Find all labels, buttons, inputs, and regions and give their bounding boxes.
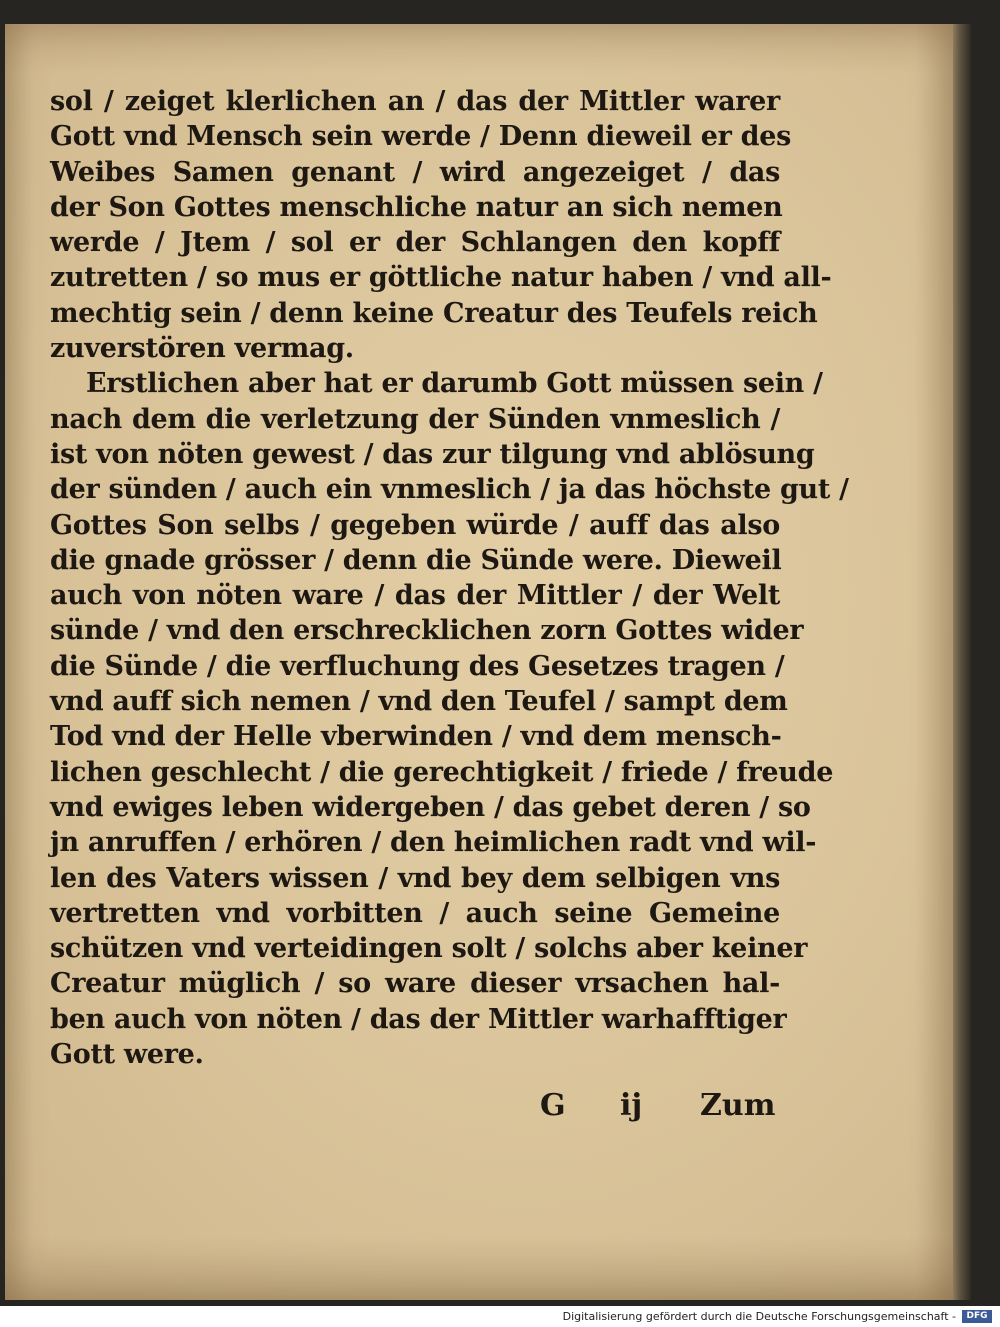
catchword: Zum — [700, 1088, 776, 1123]
text-line: Gott vnd Mensch sein werde / Denn dieweil er des — [50, 121, 791, 153]
dfg-logo-icon[interactable]: DFG — [962, 1310, 992, 1323]
text-line: ben auch von nöten / das der Mittler warhafftiger — [50, 1003, 787, 1035]
text-line: mechtig sein / denn keine Creatur des Teufels reich — [50, 297, 818, 329]
text-line: ist von nöten gewest / das zur tilgung vnd ablösung — [50, 438, 815, 470]
text-line: der Son Gottes menschliche natur an sich nemen — [50, 191, 783, 223]
text-line: nach dem die verletzung der Sünden vnmeslich / — [50, 403, 780, 435]
text-line: schützen vnd verteidingen solt / solchs aber keiner — [50, 933, 808, 965]
signature-number: ij — [620, 1088, 643, 1123]
text-line: Weibes Samen genant / wird angezeiget / das — [50, 156, 780, 188]
text-line: Gottes Son selbs / gegeben würde / auff das also — [50, 509, 780, 541]
signature-line — [540, 1088, 776, 1128]
text-line: vnd ewiges leben widergeben / das gebet deren / so — [50, 791, 811, 823]
text-line: zuverstören vermag. — [50, 333, 354, 365]
text-line: sünde / vnd den erschrecklichen zorn Gottes wider — [50, 615, 804, 647]
book-spine-edge — [953, 24, 971, 1300]
text-line: jn anruffen / erhören / den heimlichen radt vnd wil- — [50, 827, 817, 859]
text-line: Erstlichen aber hat er darumb Gott müssen sein / — [86, 368, 823, 400]
footer-bar — [0, 1306, 1000, 1327]
text-line: die Sünde / die verfluchung des Gesetzes tragen / — [50, 650, 785, 682]
signature-mark: G — [540, 1088, 566, 1123]
page-text — [50, 84, 849, 1072]
text-line: sol / zeiget klerlichen an / das der Mittler warer — [50, 86, 780, 117]
text-line: Creatur müglich / so ware dieser vrsachen hal- — [50, 968, 780, 1000]
text-line: die gnade grösser / denn die Sünde were. Dieweil — [50, 544, 782, 576]
text-line: len des Vaters wissen / vnd bey dem selbigen vns — [50, 862, 780, 894]
text-line: vertretten vnd vorbitten / auch seine Gemeine — [50, 897, 780, 929]
text-line: der sünden / auch ein vnmeslich / ja das höchste gut / — [50, 474, 849, 506]
text-line: Tod vnd der Helle vberwinden / vnd dem mensch- — [50, 721, 782, 753]
text-line: vnd auff sich nemen / vnd den Teufel / sampt dem — [50, 686, 788, 718]
funding-credit: Digitalisierung gefördert durch die Deutsche Forschungsgemeinschaft - — [562, 1310, 956, 1323]
text-line: auch von nöten ware / das der Mittler / der Welt — [50, 580, 780, 612]
text-line: Gott were. — [50, 1039, 204, 1071]
text-line: zutretten / so mus er göttliche natur haben / vnd all- — [50, 262, 832, 294]
text-line: lichen geschlecht / die gerechtigkeit / friede / freude — [50, 756, 834, 788]
text-line: werde / Jtem / sol er der Schlangen den kopff — [50, 227, 780, 259]
